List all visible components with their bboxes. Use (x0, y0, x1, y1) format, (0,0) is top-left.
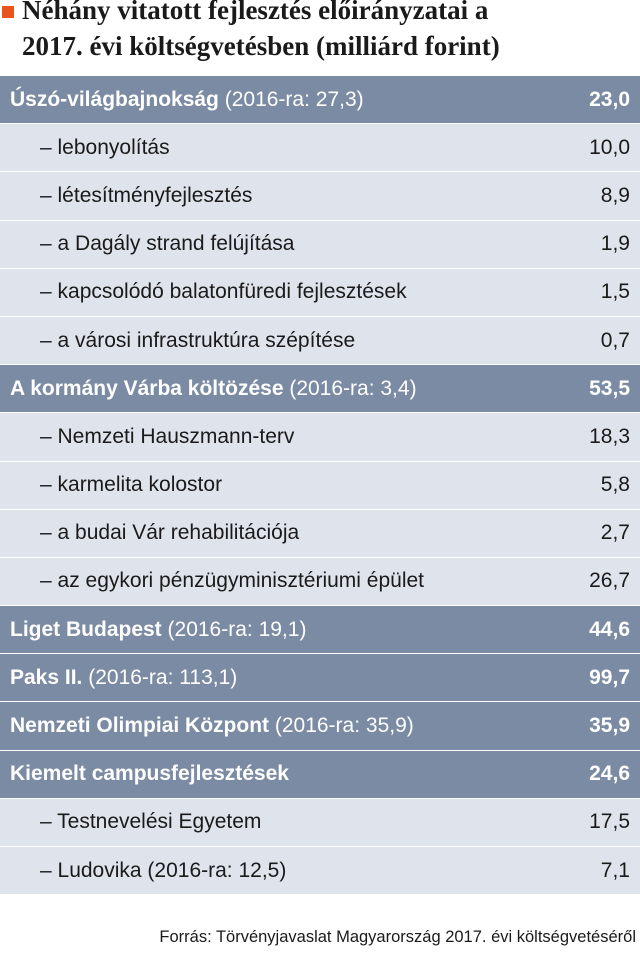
table-group-row (0, 76, 640, 124)
row-label (0, 184, 252, 208)
row-label (0, 136, 170, 160)
row-name: Kiemelt campusfejlesztések (10, 762, 289, 786)
row-name: – lebonyolítás (40, 135, 170, 159)
row-name: – létesítményfejlesztés (40, 183, 253, 207)
row-label (0, 810, 261, 834)
row-name: – Testnevelési Egyetem (40, 810, 262, 834)
row-label (0, 569, 424, 593)
row-value: 26,7 (589, 569, 630, 593)
row-label (0, 762, 289, 786)
table-sub-row (0, 558, 640, 606)
row-value: 0,7 (600, 328, 630, 352)
row-value: 23,0 (589, 87, 630, 111)
budget-table (0, 76, 640, 895)
table-sub-row (0, 124, 640, 172)
table-sub-row (0, 847, 640, 895)
row-name: Úszó-világbajnokság (10, 87, 219, 111)
accent-square-icon (2, 6, 14, 18)
row-name: – az egykori pénzügyminisztériumi épület (40, 569, 425, 593)
row-name: Liget Budapest (10, 617, 162, 641)
table-group-row (0, 606, 640, 654)
row-name: Paks II. (10, 665, 83, 689)
row-label (0, 425, 294, 449)
row-label (0, 666, 237, 690)
row-label (0, 859, 286, 883)
row-value: 8,9 (600, 183, 630, 207)
row-name: – a Dagály strand felújítása (40, 232, 295, 256)
table-sub-row (0, 317, 640, 365)
row-label (0, 618, 306, 642)
source-note: Forrás: Törvényjavaslat Magyarország 2017. évi költségvetéséről (159, 928, 636, 946)
row-value: 17,5 (589, 810, 630, 834)
table-sub-row (0, 510, 640, 558)
row-value: 1,9 (600, 232, 630, 256)
row-name: – karmelita kolostor (40, 473, 223, 497)
row-label (0, 377, 417, 401)
row-name: Nemzeti Olimpiai Központ (10, 714, 270, 738)
row-name: – kapcsolódó balatonfüredi fejlesztések (40, 280, 407, 304)
table-group-row (0, 751, 640, 799)
table-sub-row (0, 799, 640, 847)
row-label (0, 232, 294, 256)
row-label (0, 521, 299, 545)
table-sub-row (0, 221, 640, 269)
row-value: 2,7 (600, 521, 630, 545)
table-sub-row (0, 462, 640, 510)
table-group-row (0, 365, 640, 413)
row-value: 10,0 (589, 135, 630, 159)
row-value: 99,7 (589, 665, 630, 689)
row-note: (2016-ra: 35,9) (269, 714, 414, 738)
table-sub-row (0, 172, 640, 220)
row-label (0, 329, 355, 353)
row-label (0, 280, 407, 304)
chart-title-line-2: 2017. évi költségvetésben (milliárd forint) (22, 31, 500, 61)
row-value: 24,6 (589, 762, 630, 786)
table-group-row (0, 702, 640, 750)
row-name: – Nemzeti Hauszmann-terv (40, 424, 295, 448)
chart-header (0, 0, 640, 70)
chart-title-line-1: Néhány vitatott fejlesztés előirányzatai a (22, 0, 489, 25)
row-value: 44,6 (589, 617, 630, 641)
row-name: – a városi infrastruktúra szépítése (40, 328, 356, 352)
table-sub-row (0, 413, 640, 461)
row-label (0, 714, 414, 738)
row-note: (2016-ra: 113,1) (82, 665, 238, 689)
row-name: – a budai Vár rehabilitációja (40, 521, 300, 545)
row-note: (2016-ra: 19,1) (161, 617, 307, 641)
row-name: A kormány Várba költözése (10, 376, 284, 400)
row-label (0, 473, 222, 497)
row-label (0, 88, 364, 112)
row-value: 35,9 (589, 714, 630, 738)
row-value: 53,5 (589, 376, 630, 400)
row-value: 5,8 (600, 473, 630, 497)
row-note: (2016-ra: 27,3) (218, 87, 364, 111)
row-value: 1,5 (600, 280, 630, 304)
row-note: (2016-ra: 3,4) (283, 376, 417, 400)
table-sub-row (0, 269, 640, 317)
table-group-row (0, 654, 640, 702)
row-value: 18,3 (589, 424, 630, 448)
row-value: 7,1 (600, 858, 630, 882)
row-name: – Ludovika (2016-ra: 12,5) (40, 858, 287, 882)
